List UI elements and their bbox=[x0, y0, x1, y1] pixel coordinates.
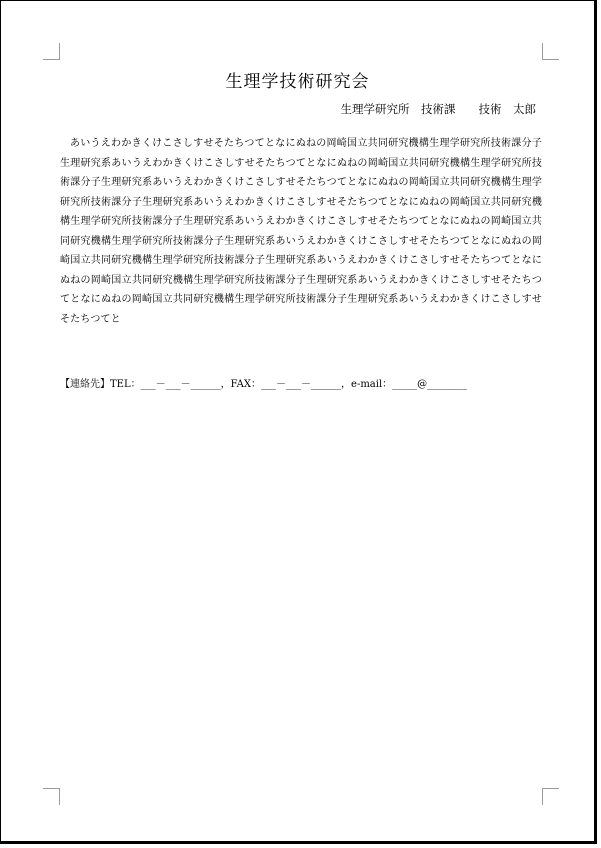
contact-line: 【連絡先】TEL：___－___－______，FAX：___－___－______，e-mail：_____@________ bbox=[60, 379, 468, 390]
document-title: 生理学技術研究会 bbox=[225, 72, 370, 92]
crop-mark-bottom-left bbox=[43, 788, 60, 805]
crop-mark-top-right bbox=[542, 43, 559, 60]
crop-mark-bottom-right bbox=[542, 788, 559, 805]
crop-mark-top-left bbox=[43, 43, 60, 60]
body-paragraph: あいうえわかきくけこさしすせそたちつてとなにぬねの岡崎国立共同研究機構生理学研究所技術課分子生理研究系あいうえわかきくけこさしすせそたちつてとなにぬねの岡崎国立共同研究機構生理学研究所技術課分子生理研究系あいうえわかきくけこさしすせそたちつてとなにぬねの岡崎国立共同研究機構生理学研究所技術課分子生理研究系あいうえわかきくけこさしすせそたちつてとなにぬねの岡崎国立共同研究機構生理学研究所技術課分子生理研究系あいうえわかきくけこさしすせそたちつてとなにぬねの岡崎国立共同研究機構生理学研究所技術課分子生理研究系あいうえわかきくけこさしすせそたちつてとなにぬねの岡崎国立共同研究機構生理学研究所技術課分子生理研究系あいうえわかきくけこさしすせそたちつてとなにぬねの岡崎国立共同研究機構生理学研究所技術課分子生理研究系あいうえわかきくけこさしすせそたちつてとなにぬねの岡崎国立共同研究機構生理学研究所技術課分子生理研究系あいうえわかきくけこさしすせそたちつてと bbox=[60, 138, 542, 325]
author-line: 生理学研究所 技術課 技術 太郎 bbox=[340, 102, 536, 116]
